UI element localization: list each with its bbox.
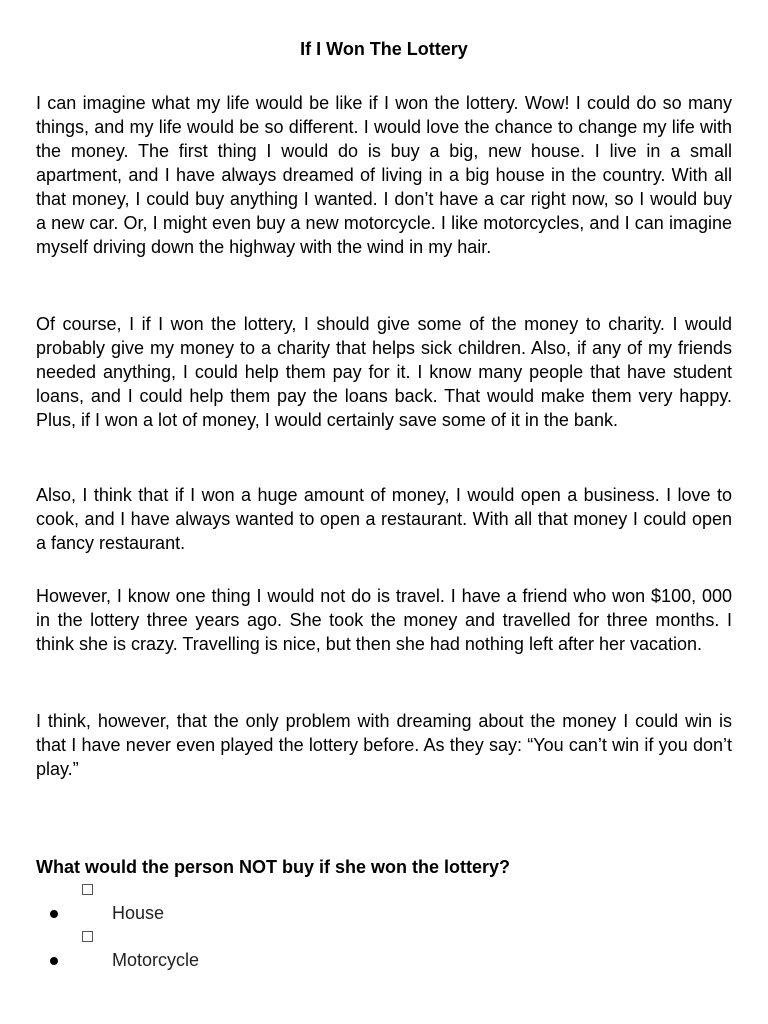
option-checkbox-motorcycle[interactable] [82, 931, 93, 942]
bullet-icon [50, 910, 58, 918]
option-label-house: House [112, 903, 165, 923]
paragraph-1: I can imagine what my life would be like if I won the lottery. Wow! I could do so many things, and my life would be so different. I would love the chance to change my life with the money. The first thing I would do is buy a big, new house. I live in a small apartment, and I have always dreamed of living in a big house in the country. With all that money, I could buy anything I wanted. I don’t have a car right now, so I would buy a new car. Or, I might even buy a new motorcycle. I like motorcycles, and I can imagine myself driving down the highway with the wind in my hair. [36, 93, 732, 257]
option-label-motorcycle: Motorcycle [112, 950, 200, 970]
paragraph-4: However, I know one thing I would not do is travel. I have a friend who won $100, 000 in the lottery three years ago. She took the money and travelled for three months. I think she is crazy. Travelling is nice, but then she had nothing left after her vacation. [36, 586, 732, 654]
document-title: If I Won The Lottery [300, 39, 468, 59]
paragraph-2: Of course, I if I won the lottery, I should give some of the money to charity. I would probably give my money to a charity that helps sick children. Also, if any of my friends needed anything, I could help them pay for it. I know many people that have student loans, and I could help them pay the loans back. That would make them very happy. Plus, if I won a lot of money, I would certainly save some of it in the bank. [36, 314, 732, 430]
paragraph-3: Also, I think that if I won a huge amount of money, I would open a business. I love to cook, and I have always wanted to open a restaurant. With all that money I could open a fancy restaurant. [36, 485, 732, 553]
quiz-question: What would the person NOT buy if she won the lottery? [36, 857, 511, 877]
paragraph-5: I think, however, that the only problem with dreaming about the money I could win is that I have never even played the lottery before. As they say: “You can’t win if you don’t play.” [36, 711, 732, 779]
option-checkbox-house[interactable] [82, 884, 93, 895]
bullet-icon [50, 957, 58, 965]
